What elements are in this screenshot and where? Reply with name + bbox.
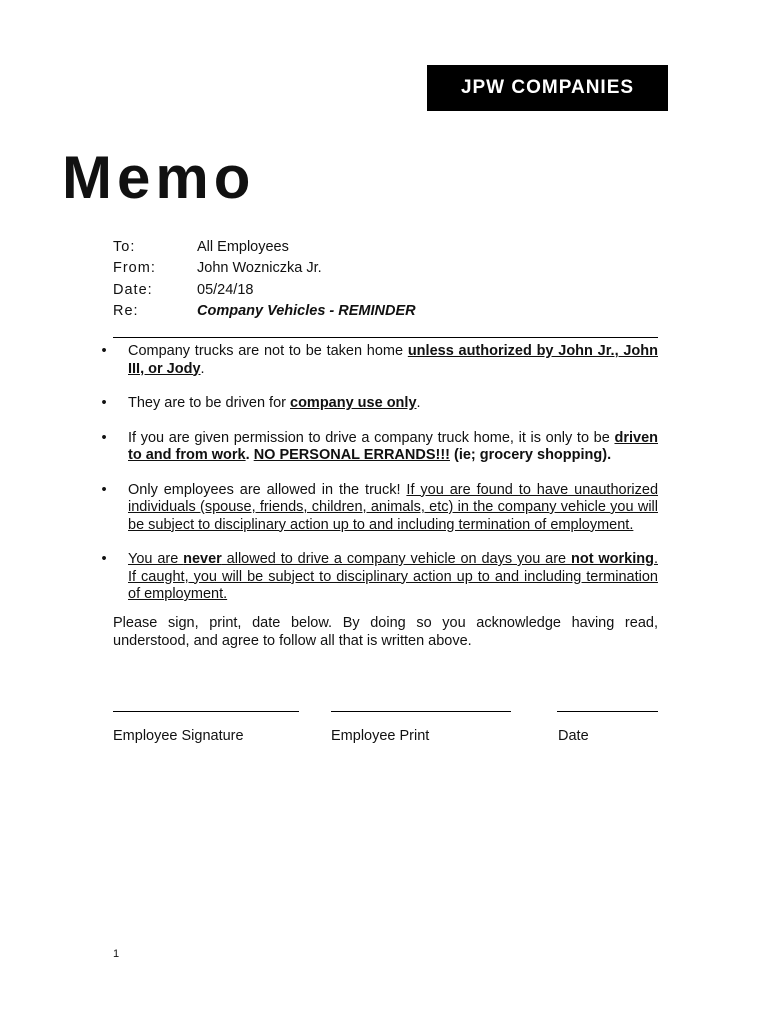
bullet-icon: • (101, 429, 107, 446)
bullet-icon: • (101, 481, 107, 498)
header-row-re (113, 301, 416, 323)
bullet-emphasis: driven to and from work (128, 429, 658, 463)
page-number: 1 (113, 948, 120, 960)
header-value: All Employees (197, 238, 289, 255)
bullet-text: Only employees are allowed in the truck! (128, 481, 407, 498)
memo-header (113, 236, 416, 322)
bullet-text: . (416, 395, 421, 411)
bullet-emphasis: company use only (290, 395, 417, 411)
header-row-to (113, 236, 416, 258)
bullet-text: . (245, 447, 254, 463)
bullet-icon: • (101, 343, 107, 359)
header-value: 05/24/18 (197, 281, 254, 298)
closing-paragraph: Please sign, print, date below. By doing so you acknowledge having read, understood, and agree to follow all that is written above. (113, 615, 658, 649)
header-divider (113, 337, 658, 338)
memo-title: Memo (62, 144, 256, 211)
header-label: To: (113, 238, 136, 255)
bullet-text: (ie; grocery shopping). (449, 447, 612, 463)
date-line[interactable] (557, 711, 658, 712)
bullet-emphasis: NO PERSONAL ERRANDS!!! (253, 447, 450, 463)
company-banner: JPW COMPANIES (427, 65, 668, 111)
header-label: From: (113, 260, 156, 277)
bullet-emphasis: If you are found to have unauthorized individuals (spouse, friends, children, animals, etc) in the company vehicle you will be subject to disciplinary action up to and including termination of employment. (128, 481, 659, 533)
bullet-text: Company trucks are not to be taken home (128, 343, 408, 359)
bullet-icon: • (101, 551, 107, 567)
bullet-text: If you are given permission to drive a company truck home, it is only to be (128, 429, 615, 446)
header-row-date (113, 279, 416, 301)
date-label: Date (558, 728, 589, 744)
signature-line[interactable] (113, 711, 299, 712)
list-item (98, 551, 658, 604)
bullet-text: allowed to drive a company vehicle on days you are (221, 551, 571, 567)
header-row-from (113, 258, 416, 280)
header-value: John Wozniczka Jr. (197, 260, 322, 277)
header-subject: Company Vehicles - REMINDER (197, 303, 416, 320)
list-item (98, 343, 658, 378)
bullet-emphasis: never (183, 551, 222, 567)
bullet-text: They are to be driven for (128, 395, 290, 411)
list-item (98, 395, 658, 413)
header-label: Re: (113, 303, 139, 320)
list-item (98, 430, 658, 465)
bullet-icon: • (101, 395, 107, 411)
bullet-text: . If caught, you will be subject to disciplinary action up to and including termination of employment. (128, 551, 658, 602)
bullet-text: You are (128, 551, 184, 567)
header-label: Date: (113, 281, 153, 298)
print-label: Employee Print (331, 728, 430, 744)
policy-list (98, 343, 658, 621)
print-name-line[interactable] (331, 711, 511, 712)
bullet-text: . (200, 360, 205, 377)
list-item (98, 482, 658, 535)
bullet-emphasis: unless authorized by John Jr., John III, or Jody (128, 343, 658, 377)
bullet-emphasis: not working (570, 551, 654, 567)
signature-label: Employee Signature (113, 728, 244, 744)
